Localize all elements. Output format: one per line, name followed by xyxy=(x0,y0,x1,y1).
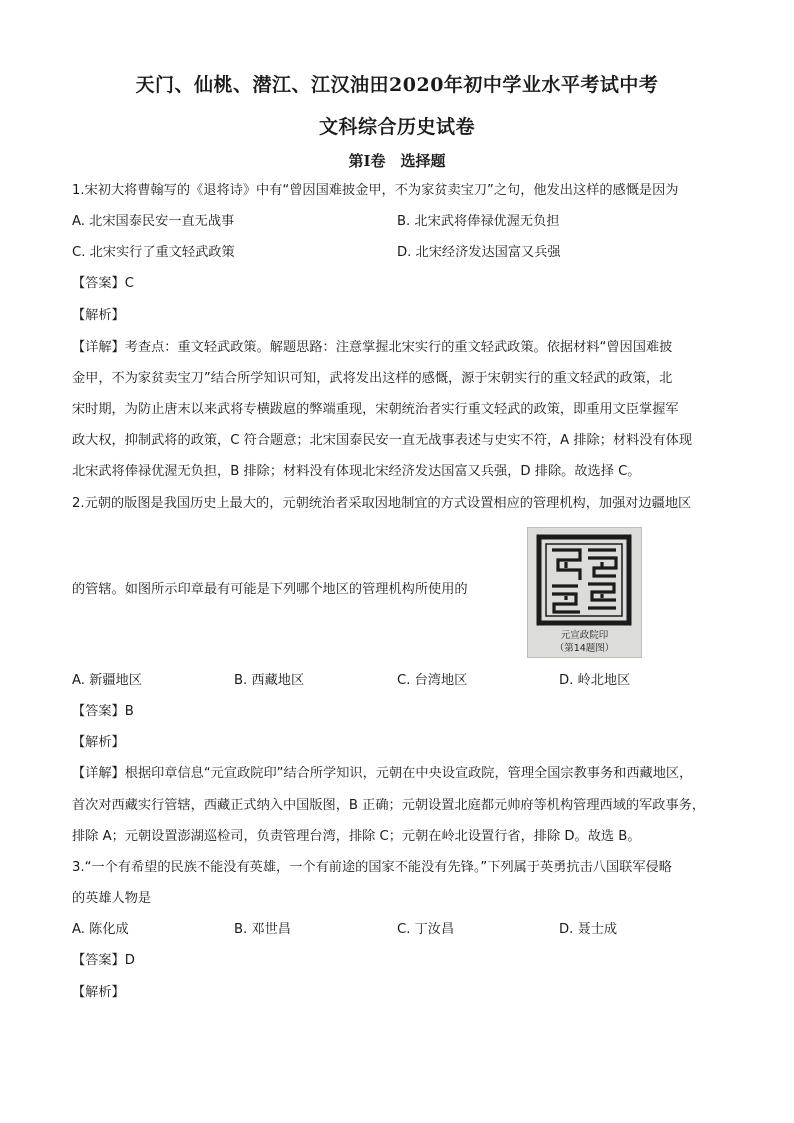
q2-analysis-label: 【解析】 xyxy=(72,735,125,750)
seal-icon xyxy=(536,534,632,626)
q3-analysis-label: 【解析】 xyxy=(72,985,125,1000)
q1-detail-line: 政大权，抑制武将的政策，C 符合题意；北宋国泰民安一直无战事表述与史实不符，A 排除；材料没有体现 xyxy=(72,433,693,448)
q1-option-c: C. 北宋实行了重文轻武政策 xyxy=(72,245,235,260)
q3-stem: 3.“一个有希望的民族不能没有英雄，一个有前途的国家不能没有先锋。”下列属于英勇抗击八国联军侵略 xyxy=(72,860,672,875)
q1-detail-line: 金甲，不为家贫卖宝刀”结合所学知识可知，武将发出这样的感慨，源于宋朝实行的重文轻武的政策，北 xyxy=(72,371,673,386)
q3-option-c: C. 丁汝昌 xyxy=(397,922,455,937)
q3-option-a: A. 陈化成 xyxy=(72,922,129,937)
section-heading: 第Ⅰ卷 选择题 xyxy=(348,152,446,170)
q2-stem: 2.元朝的版图是我国历史上最大的，元朝统治者采取因地制宜的方式设置相应的管理机构，加强对边疆地区 xyxy=(72,496,692,511)
q1-answer: 【答案】C xyxy=(72,276,134,291)
seal-figure-note: （第14题图） xyxy=(554,643,615,654)
q2-option-c: C. 台湾地区 xyxy=(397,673,468,688)
q1-analysis-label: 【解析】 xyxy=(72,308,125,323)
q2-stem-cont: 的管辖。如图所示印章最有可能是下列哪个地区的管理机构所使用的 xyxy=(72,582,468,597)
exam-title: 天门、仙桃、潜江、江汉油田2020年初中学业水平考试中考 xyxy=(135,74,659,96)
q2-option-b: B. 西藏地区 xyxy=(234,673,305,688)
q1-option-b: B. 北宋武将俸禄优渥无负担 xyxy=(397,214,560,229)
seal-image xyxy=(527,527,642,658)
q1-option-a: A. 北宋国泰民安一直无战事 xyxy=(72,214,235,229)
q1-option-d: D. 北宋经济发达国富又兵强 xyxy=(397,245,561,260)
seal-caption: 元宣政院印 xyxy=(560,630,609,641)
q1-detail-line: 宋时期，为防止唐末以来武将专横跋扈的弊端重现，宋朝统治者实行重文轻武的政策，即重用文臣掌握军 xyxy=(72,402,679,417)
q2-option-a: A. 新疆地区 xyxy=(72,673,142,688)
q3-option-d: D. 聂士成 xyxy=(559,922,618,937)
q2-answer: 【答案】B xyxy=(72,704,134,719)
q3-stem-cont: 的英雄人物是 xyxy=(72,891,152,906)
q3-option-b: B. 邓世昌 xyxy=(234,922,291,937)
exam-subtitle: 文科综合历史试卷 xyxy=(318,116,475,138)
q1-detail-line: 【详解】考查点：重文轻武政策。解题思路：注意掌握北宋实行的重文轻武政策。依据材料“曾因国难披 xyxy=(72,340,673,355)
q3-answer: 【答案】D xyxy=(72,953,135,968)
q1-detail-line: 北宋武将俸禄优渥无负担，B 排除；材料没有体现北宋经济发达国富又兵强，D 排除。故选择 C。 xyxy=(72,464,641,479)
q2-detail-line: 首次对西藏实行管辖，西藏正式纳入中国版图，B 正确；元朝设置北庭都元帅府等机构管理西域的军政事务， xyxy=(72,798,706,813)
q2-detail-line: 排除 A；元朝设置澎湖巡检司，负责管理台湾，排除 C；元朝在岭北设置行省，排除 D。故选 B。 xyxy=(72,829,641,844)
q2-option-d: D. 岭北地区 xyxy=(559,673,631,688)
q1-stem: 1.宋初大将曹翰写的《退将诗》中有“曾因国难披金甲，不为家贫卖宝刀”之句，他发出这样的感慨是因为 xyxy=(72,183,679,198)
q2-detail-line: 【详解】根据印章信息“元宣政院印”结合所学知识，元朝在中央设宣政院，管理全国宗教事务和西藏地区， xyxy=(72,766,693,781)
